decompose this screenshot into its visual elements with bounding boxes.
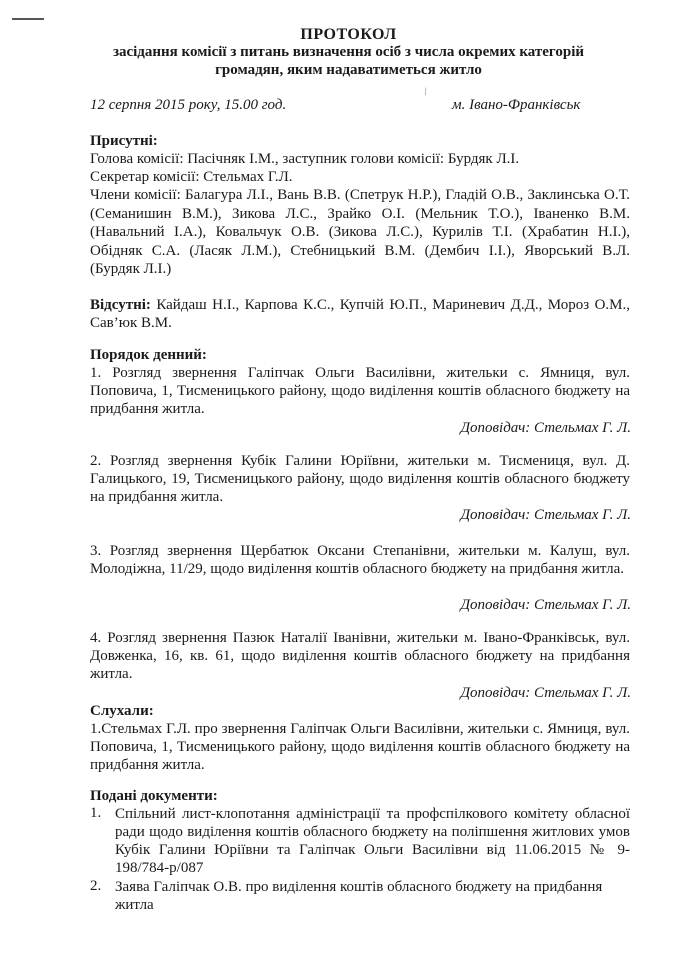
agenda-item-2: 2. Розгляд звернення Кубік Галини Юріївни, жительки м. Тисмениця, вул. Д. Галицького, 19, Тисменицького району, щодо виділення коштів обласного бюджету на придбання житла.	[90, 453, 630, 505]
agenda-item-4: 4. Розгляд звернення Пазюк Наталії Іванівни, жительки м. Івано-Франківськ, вул. Довженка, 16, кв. 61, щодо виділення коштів обласного бюджету на придбання житла.	[90, 630, 630, 682]
pen-tick-mark: \	[422, 85, 430, 99]
agenda-reporter-4: Доповідач: Стельмах Г. Л.	[460, 685, 631, 701]
document-title: ПРОТОКОЛ	[300, 26, 397, 43]
meeting-date: 12 серпня 2015 року, 15.00 год.	[90, 97, 287, 113]
document-subtitle-line2: громадян, яким надаватиметься житло	[215, 62, 482, 78]
scan-mark	[12, 18, 44, 20]
present-heading: Присутні:	[90, 133, 158, 149]
present-members: Члени комісії: Балагура Л.І., Вань В.В. (Спетрук Н.Р.), Гладій О.В., Заклинська О.Т. (Семанишин В.М.), Зикова Л.С., Зрайко О.І. (Мельник Т.О.), Іваненко В.М. (Навальний І.А.), Ковальчук О.В. (Зикова Л.С.), Курилів Т.І. (Храбатин Н.І.), Обідняк С.А. (Ласяк Л.М.), Стебницький В.М. (Дембич І.І.), Яворський В.Л. (Бурдяк Л.І.)	[90, 187, 630, 277]
present-chair: Голова комісії: Пасічняк І.М., заступник голови комісії: Бурдяк Л.І.	[90, 151, 520, 167]
agenda-heading: Порядок денний:	[90, 347, 207, 363]
absent-list: Кайдаш Н.І., Карпова К.С., Купчій Ю.П., Мариневич Д.Д., Мороз О.М., Сав’юк В.М.	[90, 297, 630, 331]
document-item-1-text: Спільний лист-клопотання адміністрації та профспілкового комітету обласної ради щодо виділення коштів обласного бюджету на поліпшення житлових умов Кубік Галини Юріївни та Галіпчак Ольги Василівни від 11.06.2015 № 9-198/784-р/087	[115, 806, 630, 876]
agenda-reporter-1: Доповідач: Стельмах Г. Л.	[460, 420, 631, 436]
absent-section	[90, 296, 630, 332]
agenda-reporter-3: Доповідач: Стельмах Г. Л.	[460, 597, 631, 613]
agenda-item-1: 1. Розгляд звернення Галіпчак Ольги Василівни, жительки с. Ямниця, вул. Поповича, 1, Тисменицького району, щодо виділення коштів обласного бюджету на придбання житла.	[90, 365, 630, 417]
agenda-reporter-2: Доповідач: Стельмах Г. Л.	[460, 507, 631, 523]
meeting-city: м. Івано-Франківськ	[452, 97, 581, 113]
document-subtitle-line1: засідання комісії з питань визначення осіб з числа окремих категорій	[112, 44, 585, 60]
document-item-2-text: Заява Галіпчак О.В. про виділення коштів обласного бюджету на придбання житла	[115, 879, 603, 913]
heard-heading: Слухали:	[90, 703, 154, 719]
documents-heading: Подані документи:	[90, 788, 218, 804]
absent-heading: Відсутні:	[90, 297, 151, 313]
document-item-1-number: 1.	[90, 805, 102, 821]
agenda-item-3: 3. Розгляд звернення Щербатюк Оксани Степанівни, жительки м. Калуш, вул. Молодіжна, 11/29, щодо виділення коштів обласного бюджету на придбання житла.	[90, 543, 630, 577]
present-secretary: Секретар комісії: Стельмах Г.Л.	[90, 169, 293, 185]
document-item-2-number: 2.	[90, 878, 102, 894]
heard-text: 1.Стельмах Г.Л. про звернення Галіпчак Ольги Василівни, жительки с. Ямниця, вул. Поповича, 1, Тисменицького району, щодо виділення коштів обласного бюджету на придбання житла.	[90, 721, 630, 773]
